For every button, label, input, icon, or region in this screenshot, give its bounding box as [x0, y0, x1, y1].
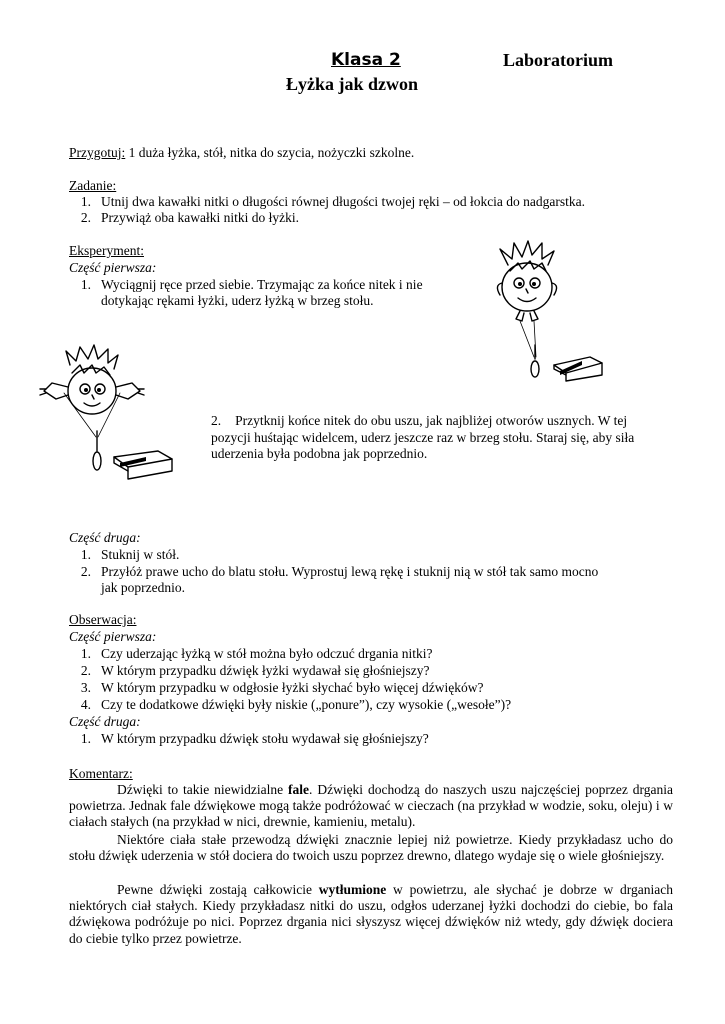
list-number: 2. [211, 413, 222, 428]
comment-text: w powietrzu, ale słychać je dobrze w drganiach niektórych ciał stałych. Kiedy przykładasz nitki do uszu, odgłos uderzanej łyżki dochodzi do ciebie, bo fala dźwiękowa podróżuje po nici. Poprzez drgania nici słyszysz więcej dźwięków niż wtedy, gdy dźwięk dociera do ciebie tylko przez powietrze. [69, 882, 673, 946]
comment-text: . Dźwięki dochodzą do naszych uszu najczęściej poprzez drgania powietrza. Jednak fale dźwiękowe mogą także podróżować w cieczach (na przykład w wodzie, soku, oleju) i w ciałach stałych (na przykład w nici, drewnie, kamieniu, metalu). [69, 782, 673, 830]
observation-item [69, 680, 484, 696]
item-text: Stuknij w stół. [101, 547, 180, 562]
list-number: 2. [80, 210, 91, 225]
observation-item [69, 731, 429, 747]
list-number: 1. [80, 731, 91, 746]
task-item-text: Przywiąż oba kawałki nitki do łyżki. [101, 210, 299, 225]
comment-text: Niektóre ciała stałe przewodzą dźwięki znacznie lepiej niż powietrze. Kiedy przykładasz ucho do stołu dźwięk uderzenia w stół dociera do twoich uszu poprzez drewno, dlatego wydaje się o wiele głośniejszy. [69, 832, 673, 864]
list-number: 4. [80, 697, 91, 712]
experiment-part2-label: Część druga: [69, 530, 141, 545]
list-number: 1. [80, 194, 91, 209]
boy-holding-spoon-illustration [470, 235, 630, 395]
experiment-step2-cont: pozycji huśtając widelcem, uderz jeszcze raz w brzeg stołu. Staraj się, aby siła [211, 430, 635, 445]
experiment-part2-item [69, 564, 598, 580]
item-text: W którym przypadku w odgłosie łyżki słychać było więcej dźwięków? [101, 680, 484, 695]
list-number: 2. [80, 663, 91, 678]
boy-strings-to-ears-illustration [38, 345, 198, 485]
list-number: 1. [80, 646, 91, 661]
task-item-text: Utnij dwa kawałki nitki o długości równej długości twojej ręki – od łokcia do nadgarstka. [101, 194, 586, 209]
observation-part1-label: Część pierwsza: [69, 629, 157, 644]
list-number: 1. [80, 547, 91, 562]
observation-item [69, 663, 430, 679]
item-text: Czy te dodatkowe dźwięki były niskie („ponure”), czy wysokie („wesołe”)? [101, 697, 512, 712]
comment-text: Pewne dźwięki zostają całkowicie [117, 882, 319, 897]
list-number: 1. [80, 277, 91, 292]
experiment-step2-cont: uderzenia była podobna jak poprzednio. [211, 446, 428, 461]
item-text: Czy uderzając łyżką w stół można było odczuć drgania nitki? [101, 646, 433, 661]
prepare-line [69, 145, 414, 161]
prepare-label: Przygotuj: [69, 145, 126, 160]
prepare-text: 1 duża łyżka, stół, nitka do szycia, nożyczki szkolne. [125, 145, 415, 160]
experiment-label: Eksperyment: [69, 243, 144, 258]
comment-text: Dźwięki to takie niewidzialne [117, 782, 289, 797]
item-text: W którym przypadku dźwięk łyżki wydawał się głośniejszy? [101, 663, 430, 678]
experiment-step1-cont: dotykając rękami łyżki, uderz łyżką w brzeg stołu. [101, 293, 374, 308]
task-item [69, 194, 585, 210]
task-label: Zadanie: [69, 178, 117, 193]
comment-paragraph-1 [69, 782, 673, 831]
experiment-step2 [211, 413, 627, 429]
lab-label: Laboratorium [503, 50, 613, 70]
experiment-step1 [69, 277, 423, 293]
comment-paragraph-2 [69, 832, 673, 864]
comment-label: Komentarz: [69, 766, 133, 781]
observation-item [69, 697, 511, 713]
step-text: Przytknij końce nitek do obu uszu, jak najbliżej otworów usznych. W tej [235, 413, 628, 428]
item-text: Przyłóż prawe ucho do blatu stołu. Wyprostuj lewą rękę i stuknij nią w stół tak samo mocno [101, 564, 599, 579]
comment-bold-text: wytłumione [318, 882, 387, 897]
experiment-part2-item-cont: jak poprzednio. [101, 580, 185, 595]
item-text: W którym przypadku dźwięk stołu wydawał się głośniejszy? [101, 731, 429, 746]
observation-part2-label: Część druga: [69, 714, 141, 729]
list-number: 3. [80, 680, 91, 695]
comment-paragraph-3 [69, 882, 673, 947]
page-title: Łyżka jak dzwon [286, 74, 419, 94]
experiment-part2-item [69, 547, 179, 563]
comment-bold-text: fale [288, 782, 310, 797]
observation-label: Obserwacja: [69, 612, 137, 627]
step-text: Wyciągnij ręce przed siebie. Trzymając za końce nitek i nie [101, 277, 423, 292]
observation-item [69, 646, 433, 662]
list-number: 2. [80, 564, 91, 579]
experiment-part1-label: Część pierwsza: [69, 260, 157, 275]
task-item [69, 210, 299, 226]
class-label: Klasa 2 [331, 50, 401, 70]
